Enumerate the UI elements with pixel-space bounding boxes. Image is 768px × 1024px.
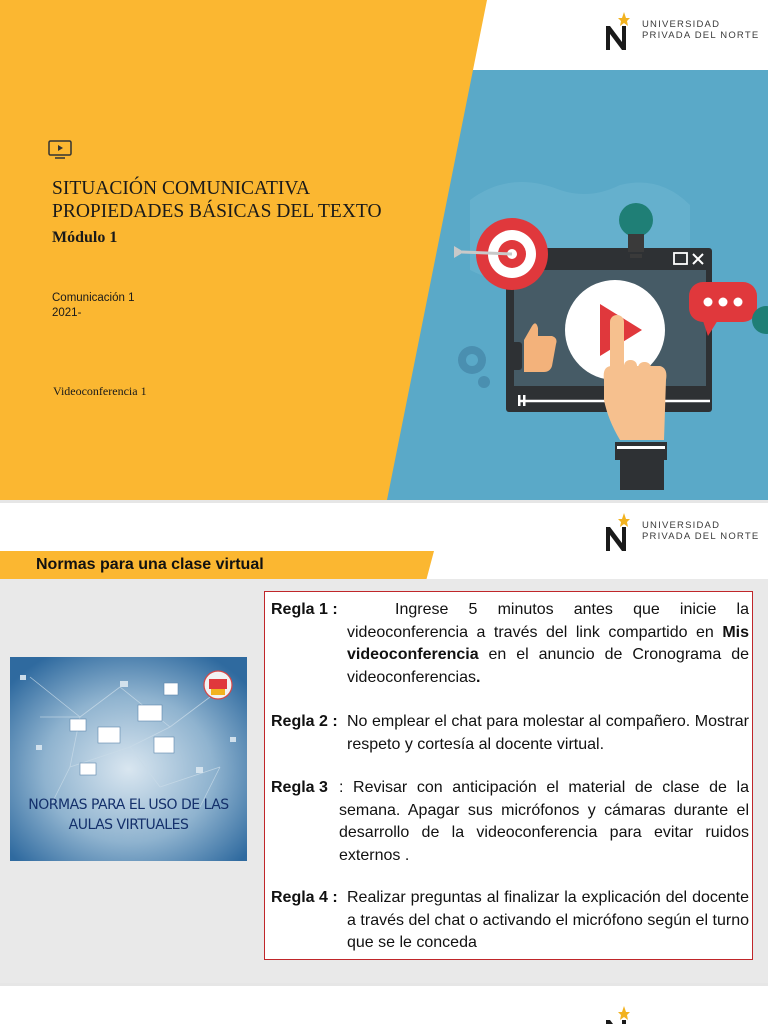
slide-title-text (52, 177, 382, 223)
slide-title (0, 0, 768, 500)
slide-next (0, 986, 768, 1024)
logo-line-1: UNIVERSIDAD (642, 19, 721, 30)
rule-2-text: No emplear el chat para molestar al compañero. Mostrar respeto y cortesía al docente virtual. (347, 713, 749, 753)
rule-4-text: Realizar preguntas al finalizar la explicación del docente a través del chat o activando el micrófono según el turno que se le conceda (347, 889, 749, 951)
rule-1-text-end: . (475, 668, 481, 686)
slide-rules (0, 503, 768, 983)
rule-3-text: : Revisar con anticipación el material de clase de la semana. Apagar sus micrófonos y cámaras durante el desarrollo de la videoconferencia para evitar ruidos externos . (339, 779, 749, 864)
slide-heading: Normas para una clase virtual (36, 556, 264, 573)
title-line-1: SITUACIÓN COMUNICATIVA (52, 178, 311, 199)
badge-icon (204, 671, 232, 699)
rule-4-label: Regla 4 : (271, 889, 338, 906)
rule-1-text-a: Ingrese 5 minutos antes que inicie la videoconferencia a través del link compartido en (347, 601, 749, 641)
title-line-2: PROPIEDADES BÁSICAS DEL TEXTO (52, 201, 382, 222)
university-logo (604, 10, 759, 50)
gear-icon (458, 346, 490, 388)
rules-thumbnail-image (10, 657, 247, 861)
rule-1-label: Regla 1 : (271, 601, 338, 618)
module-label: Módulo 1 (52, 229, 118, 246)
course-name: Comunicación 1 (52, 292, 135, 304)
rule-1-text (347, 599, 749, 689)
thumbnail-line-2: AULAS VIRTUALES (68, 817, 189, 833)
video-illustration (440, 190, 768, 490)
target-icon (454, 218, 548, 290)
logo-line-2: PRIVADA DEL NORTE (642, 30, 760, 41)
thumbnail-line-1: NORMAS PARA EL USO DE LAS (28, 797, 229, 813)
course-year: 2021- (52, 307, 82, 319)
rule-1-text-bold: Mis videoconferencia (347, 623, 749, 663)
logo-line-1: UNIVERSIDAD (642, 520, 721, 531)
session-label: Videoconferencia 1 (53, 384, 147, 398)
thumbnail-caption (10, 795, 247, 835)
university-logo (604, 511, 759, 551)
rule-3-label: Regla 3 (271, 779, 328, 796)
rule-2-label: Regla 2 : (271, 713, 338, 730)
rules-box (264, 591, 753, 960)
university-logo-icon (604, 511, 634, 551)
course-info (52, 291, 134, 321)
logo-line-2: PRIVADA DEL NORTE (642, 531, 760, 542)
university-logo-icon (604, 10, 634, 50)
screen-play-icon (48, 140, 72, 160)
university-logo-icon (604, 1004, 634, 1024)
rule-1-text-b: en el anuncio de Cronograma de videoconferencias (347, 646, 749, 686)
